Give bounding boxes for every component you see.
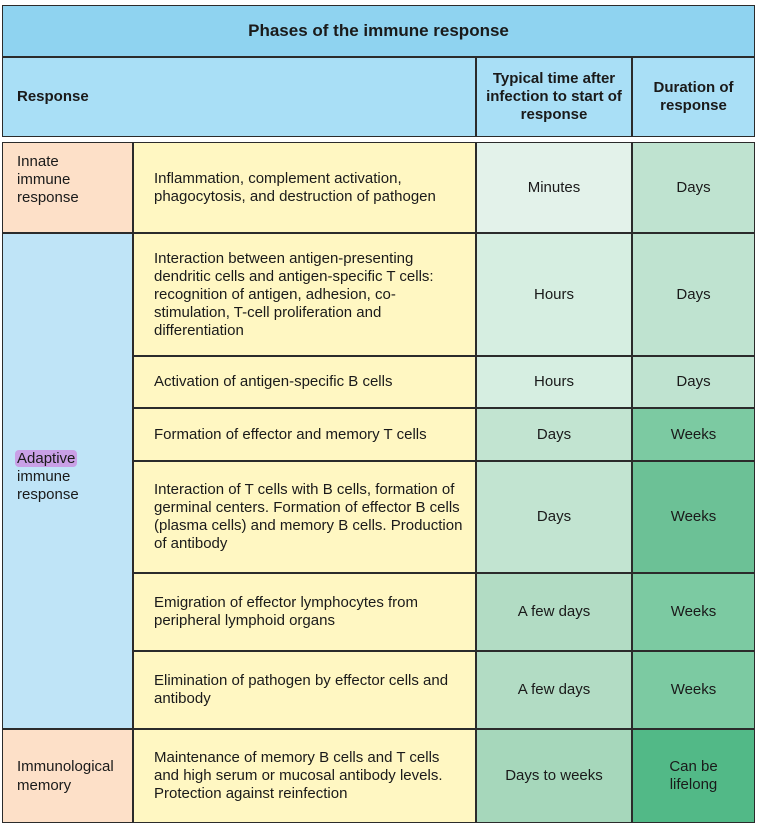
row-duration: Weeks [632,408,755,461]
group-adaptive-immune-response [2,233,133,729]
row-description: Maintenance of memory B cells and T cells and high serum or mucosal antibody levels. Protection against reinfection [133,729,476,823]
row-description: Activation of antigen-specific B cells [133,356,476,408]
group-label-line: immune [17,171,71,188]
group-label-line: response [17,189,79,206]
group-innate-immune-response [2,142,133,233]
table-title: Phases of the immune response [2,5,755,57]
row-description: Elimination of pathogen by effector cells and antibody [133,651,476,729]
row-typical-time: Days to weeks [476,729,632,823]
row-description: Inflammation, complement activation, phagocytosis, and destruction of pathogen [133,142,476,233]
row-duration: Days [632,142,755,233]
group-label-line: Immunological [17,758,114,775]
header-response: Response [2,57,476,137]
group-immunological-memory [2,729,133,823]
row-description: Interaction between antigen-presenting dendritic cells and antigen-specific T cells: recognition of antigen, adhesion, co-stimulation, T-cell proliferation and differentiation [133,233,476,356]
row-duration: Weeks [632,573,755,651]
group-label-line: response [17,486,79,503]
row-duration: Can be lifelong [632,729,755,823]
group-label-line: immune [17,468,71,485]
row-typical-time: A few days [476,651,632,729]
row-typical-time: Hours [476,233,632,356]
row-description: Formation of effector and memory T cells [133,408,476,461]
group-label-line: memory [17,777,72,794]
adaptive-highlight: Adaptive [17,450,76,467]
row-typical-time: Minutes [476,142,632,233]
group-label-line: Innate [17,153,59,170]
row-typical-time: A few days [476,573,632,651]
row-duration: Weeks [632,651,755,729]
row-description: Emigration of effector lymphocytes from peripheral lymphoid organs [133,573,476,651]
row-description: Interaction of T cells with B cells, formation of germinal centers. Formation of effector B cells (plasma cells) and memory B cells. Production of antibody [133,461,476,573]
row-duration: Days [632,356,755,408]
row-typical-time: Days [476,408,632,461]
header-duration: Duration of response [632,57,755,137]
row-duration: Weeks [632,461,755,573]
header-typical-time: Typical time after infection to start of response [476,57,632,137]
row-typical-time: Days [476,461,632,573]
row-duration: Days [632,233,755,356]
row-typical-time: Hours [476,356,632,408]
